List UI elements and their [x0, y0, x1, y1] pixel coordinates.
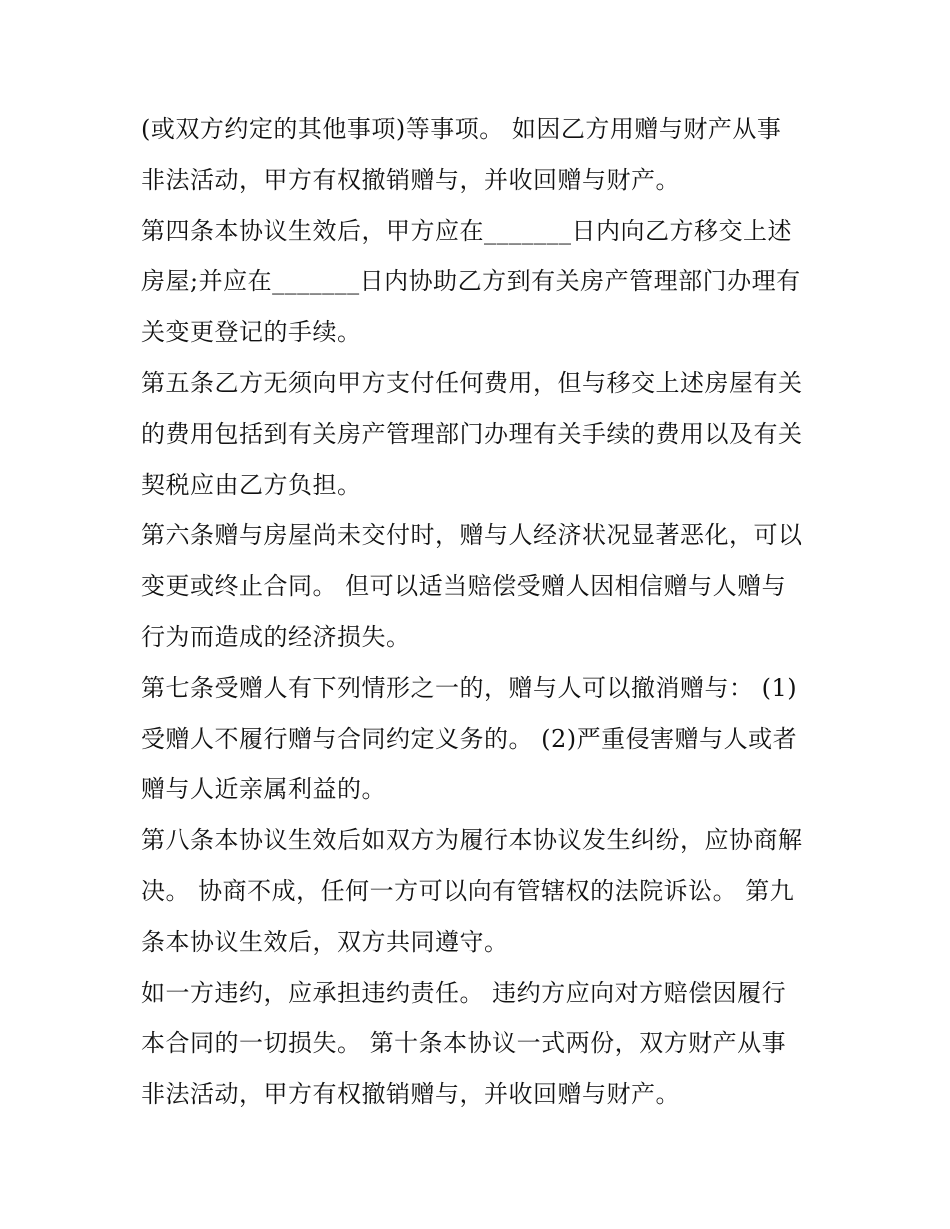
- text-line: 的费用包括到有关房产管理部门办理有关手续的费用以及有关: [141, 419, 803, 448]
- text-line: 第八条本协议生效后如双方为履行本协议发生纠纷，应协商解: [141, 826, 803, 855]
- text-line: 第六条赠与房屋尚未交付时，赠与人经济状况显著恶化，可以: [141, 521, 803, 550]
- text-line: 变更或终止合同。 但可以适当赔偿受赠人因相信赠与人赠与: [141, 572, 787, 601]
- text-line: 非法活动，甲方有权撤销赠与，并收回赠与财产。: [141, 165, 680, 194]
- text-line: 条本协议生效后，双方共同遵守。: [141, 927, 509, 956]
- text-line: 关变更登记的手续。: [141, 318, 362, 347]
- text-line: 房屋;并应在_______日内协助乙方到有关房产管理部门办理有: [141, 267, 801, 296]
- text-line: (或双方约定的其他事项)等事项。 如因乙方用赠与财产从事: [141, 115, 782, 143]
- text-line: 契税应由乙方负担。: [141, 470, 362, 499]
- text-line: 第七条受赠人有下列情形之一的，赠与人可以撤消赠与： (1): [141, 673, 798, 702]
- text-line: 非法活动，甲方有权撤销赠与，并收回赠与财产。: [141, 1080, 680, 1109]
- document-body: [141, 104, 821, 1120]
- text-line: 受赠人不履行赠与合同约定义务的。 (2)严重侵害赠与人或者: [141, 724, 798, 753]
- text-line: 赠与人近亲属利益的。: [141, 775, 386, 804]
- text-line: 决。 协商不成，任何一方可以向有管辖权的法院诉讼。 第九: [141, 876, 795, 905]
- text-line: 如一方违约，应承担违约责任。 违约方应向对方赔偿因履行: [141, 978, 787, 1007]
- text-line: 第四条本协议生效后，甲方应在_______日内向乙方移交上述: [141, 216, 792, 245]
- text-line: 第五条乙方无须向甲方支付任何费用，但与移交上述房屋有关: [141, 368, 803, 397]
- text-line: 行为而造成的经济损失。: [141, 622, 411, 651]
- text-line: 本合同的一切损失。 第十条本协议一式两份，双方财产从事: [141, 1029, 787, 1058]
